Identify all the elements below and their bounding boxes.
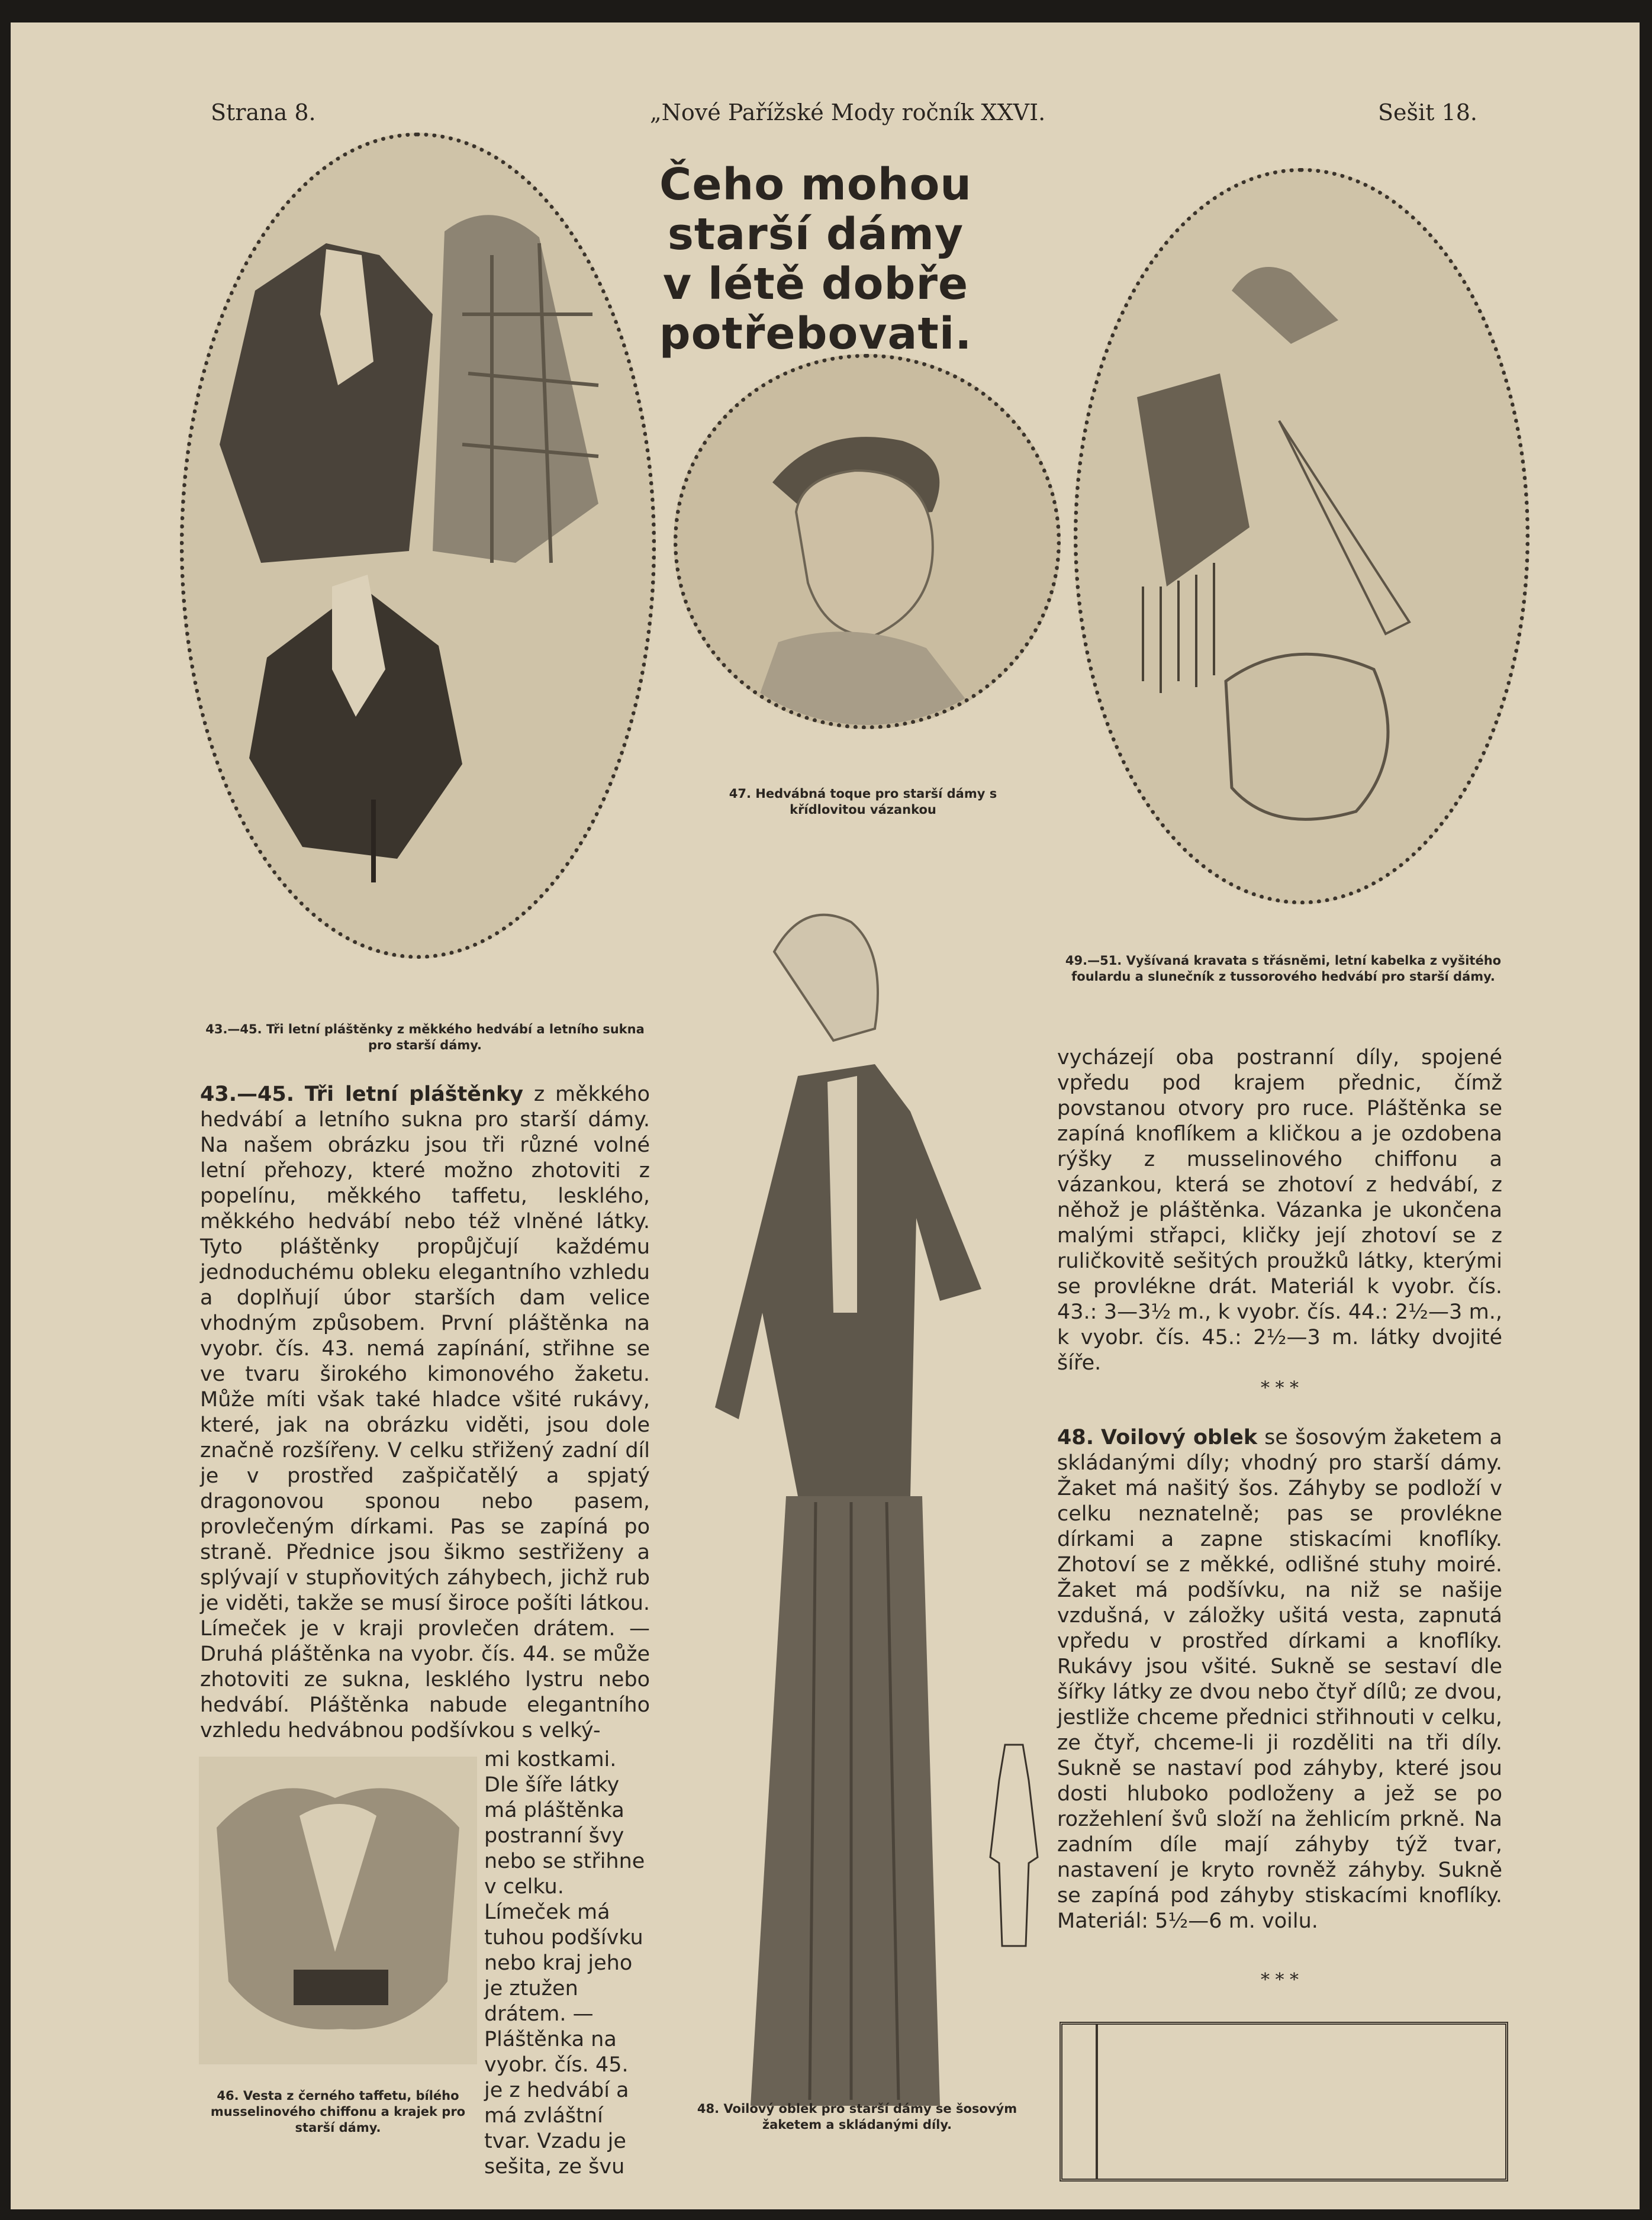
article-heading-capes: Tři letní pláštěnky <box>304 1082 524 1106</box>
accessories-illustration <box>1074 168 1529 904</box>
article-voile-dress-body: se šosovým žaketem a skládanými díly; vhodný pro starší dámy. Žaket má našitý šos. Záhyby se podloží v celku neznatelně; pas se provlékne dírkami a zapne stiskacími knoflíky. Zhotoví se z měkké, odlišné stuhy moiré. Žaket má podšívku, na niž se našije vzdušná, v záložky ušitá vesta, zapnutá vpředu v prostřed dírkami a knoflíky. Rukávy jsou všité. Sukně se sestaví dle šířky látky ze dvou nebo čtyř dílů; ze dvou, jestliže chceme přednici střihnouti v celku, ze čtyř, chceme-li ji rozděliti na tři díly. Sukně se nastaví pod záhyby, které jsou dosti hluboko podloženy a jež se po rozžehlení švů složí na žehlicím prkně. Na zadním díle mají záhyby týž tvar, nastavení je kryto rovněž záhyby. Sukně se zapíná pod záhyby stiskacími knoflíky. Materiál: 5½—6 m. voilu. <box>1057 1426 1502 1933</box>
separator-stars-2: * * * <box>1260 1970 1299 1990</box>
vest-illustration <box>199 1757 477 2064</box>
article-capes-continuation: mi kostkami. Dle šíře látky má pláštěnka postranní švy nebo se střihne v celku. Límeček má tuhou podšívku nebo kraj jeho je ztužen drátem. — Pláštěnka na vyobr. čís. 45. je z hedvábí a má zvláštní tvar. Vzadu je sešita, ze švu <box>484 1748 645 2179</box>
article-heading-voile-dress: Voilový oblek <box>1101 1426 1258 1449</box>
article-capes-text <box>200 1082 650 1744</box>
article-number-43-45: 43.—45. <box>200 1082 295 1106</box>
article-capes-body: z měkkého hedvábí a letního sukna pro starší dámy. Na našem obrázku jsou tři různé volné letní přehozy, které možno zhotoviti z popelínu, měkkého taffetu, lesklého, měkkého hedvábí nebo též vlněné látky. Tyto pláštěnky propůjčují každému jednoduchému obleku elegantního vzhledu a doplňují úbor starších dam velice vhodným způsobem. První pláštěnka na vyobr. čís. 43. nemá zapínání, střihne se ve tvaru širokého kimonového žaketu. Může míti však také hladce všité rukávy, které, jak na obrázku viděti, jsou dole značně rozšířeny. V celku střižený zadní díl je v prostřed zašpičatělý a spjatý dragonovou sponou nebo pasem, provlečeným dírkami. Pas se zapíná po straně. Přednice jsou šikmo sestřiženy a splývají v stupňovitých záhybech, jichž rub je viděti, takže se musí široce pošíti látkou. Límeček je v kraji provlečen drátem. — Druhá pláštěnka na vyobr. čís. 44. se může zhotoviti ze sukna, lesklého lystru nebo hedvábí. Pláštěnka nabude elegantního vzhledu hedvábnou podšívkou s velký- <box>200 1082 650 1742</box>
issue-number: Sešit 18. <box>1378 99 1477 125</box>
caption-46: 46. Vesta z černého taffetu, bílého musselinového chiffonu a krajek pro starší dámy. <box>210 2089 466 2135</box>
frame-divider <box>1096 2025 1098 2179</box>
page-number: Strana 8. <box>211 99 316 125</box>
magazine-page <box>11 22 1640 2209</box>
empty-frame-box <box>1060 2022 1508 2182</box>
page-title: Čeho mohou starší dámy v létě dobře potřebovati. <box>659 159 972 359</box>
caption-47: 47. Hedvábná toque pro starší dámy s křídlovitou vázankou <box>729 787 997 817</box>
separator-stars: * * * <box>1260 1378 1299 1399</box>
magazine-title: „Nové Pařížské Mody ročník XXVI. <box>650 99 1046 125</box>
caption-49-51: 49.—51. Vyšívaná kravata s třásněmi, letní kabelka z vyšitého foulardu a slunečník z tussorového hedvábí pro starší dámy. <box>1065 953 1502 984</box>
caption-43-45: 43.—45. Tři letní pláštěnky z měkkého hedvábí a letního sukna pro starší dámy. <box>205 1022 645 1052</box>
toque-illustration <box>674 354 1061 729</box>
caption-48: 48. Voilový oblek pro starší dámy se šosovým žaketem a skládanými díly. <box>697 2102 1017 2132</box>
article-voile-dress-text <box>1057 1425 1502 1934</box>
article-capes-end-text: vycházejí oba postranní díly, spojené vpředu pod krajem přednic, čímž povstanou otvory pro ruce. Pláštěnka se zapíná knoflíkem a kličkou a je ozdobena rýšky z musselinového chiffonu a vázankou, která se zhotoví z hedvábí, z něhož je pláštěnka. Vázanka je ukončena malými střapci, kličky její zhotoví se z ruličkovitě sešitých proužků látky, kterými se provlékne drát. Materiál k vyobr. čís. 43.: 3—3½ m., k vyobr. čís. 44.: 2½—3 m., k vyobr. čís. 45.: 2½—3 m. látky dvojité šíře. <box>1057 1046 1502 1375</box>
article-number-48: 48. <box>1057 1426 1094 1449</box>
dress-back-view-sketch <box>981 1739 1046 1952</box>
capes-illustration <box>180 133 656 959</box>
